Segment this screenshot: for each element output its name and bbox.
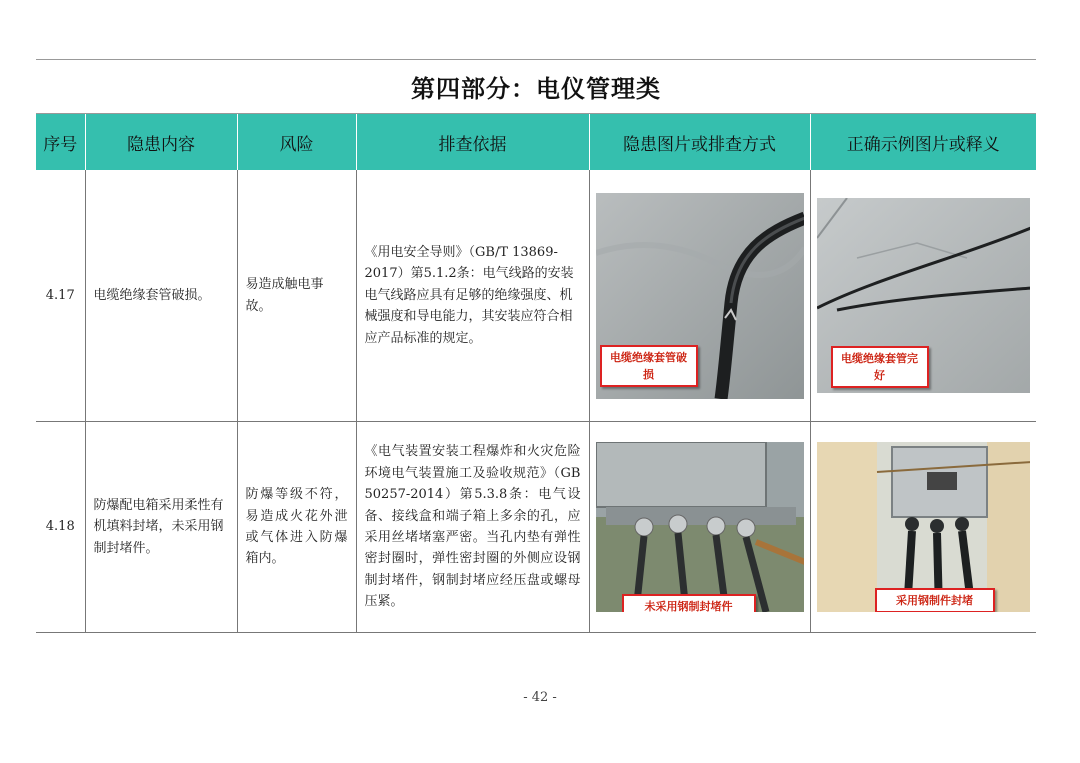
row-risk: 防爆等级不符，易造成火花外泄或气体进入防爆箱内。 <box>237 422 356 633</box>
correct-image-cell <box>810 422 1036 633</box>
row-id: 4.17 <box>36 170 85 422</box>
header-index: 序号 <box>36 114 85 170</box>
row-risk: 易造成触电事故。 <box>237 170 356 422</box>
hazard-photo-damaged-cable <box>596 193 804 399</box>
row-basis: 《电气装置安装工程爆炸和火灾危险环境电气装置施工及验收规范》（GB 50257-2014）第5.3.8条：电气设备、接线盒和端子箱上多余的孔，应采用丝堵堵塞严密。当孔内垫有弹性密封圈时，弹性密封圈的外侧应设钢制封堵件，钢制封堵应经压盘或螺母压紧。 <box>356 422 589 633</box>
hazard-image-cell <box>589 170 810 422</box>
table-row <box>36 170 1036 422</box>
header-risk: 风险 <box>237 114 356 170</box>
page-number: - 42 - <box>523 690 557 705</box>
section-title-bar <box>36 59 1036 114</box>
correct-photo-intact-cable <box>817 198 1031 393</box>
correct-image-cell <box>810 170 1036 422</box>
table-header-row <box>36 114 1036 170</box>
hazard-photo-flexible-seal <box>596 442 804 612</box>
row-hazard: 电缆绝缘套管破损。 <box>85 170 237 422</box>
page-content <box>36 59 1036 633</box>
header-correct-image: 正确示例图片或释义 <box>810 114 1036 170</box>
header-hazard-image: 隐患图片或排查方式 <box>589 114 810 170</box>
header-hazard: 隐患内容 <box>85 114 237 170</box>
row-id: 4.18 <box>36 422 85 633</box>
correct-callout: 电缆绝缘套管完好 <box>831 346 929 388</box>
hazard-image-cell <box>589 422 810 633</box>
correct-photo-steel-plug <box>817 442 1031 612</box>
hazard-callout: 未采用钢制封堵件 <box>622 594 756 612</box>
hazard-callout: 电缆绝缘套管破损 <box>600 345 698 387</box>
row-basis: 《用电安全导则》（GB/T 13869-2017）第5.1.2条：电气线路的安装电气线路应具有足够的绝缘强度、机械强度和导电能力，其安装应符合相应产品标准的规定。 <box>356 170 589 422</box>
table-row <box>36 422 1036 633</box>
hazard-table <box>36 114 1036 633</box>
header-basis: 排查依据 <box>356 114 589 170</box>
correct-callout: 采用钢制件封堵 <box>875 588 995 612</box>
section-title: 第四部分：电仪管理类 <box>411 75 661 103</box>
row-hazard: 防爆配电箱采用柔性有机填料封堵，未采用钢制封堵件。 <box>85 422 237 633</box>
